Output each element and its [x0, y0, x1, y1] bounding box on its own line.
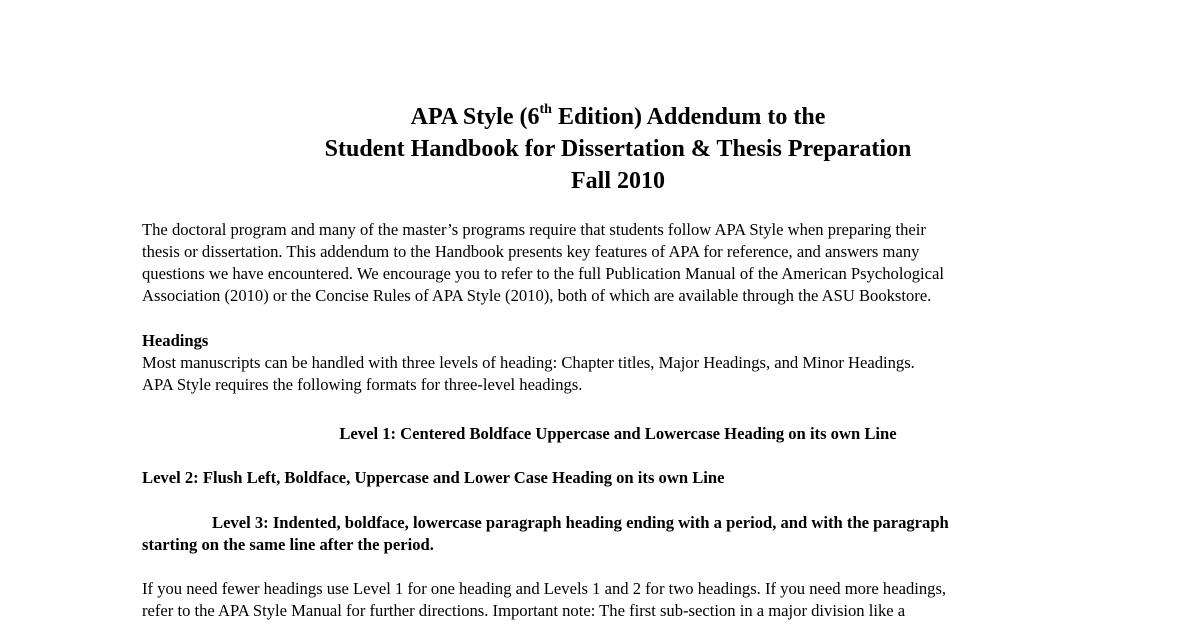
closing-paragraph: [142, 578, 1102, 622]
intro-line: The doctoral program and many of the master’s programs require that students follow APA Style when preparing their: [142, 220, 926, 239]
closing-line: refer to the APA Style Manual for further directions. Important note: The first sub-section in a major division like a: [142, 601, 906, 620]
title-superscript: th: [539, 102, 552, 117]
document-title: [0, 101, 1200, 197]
title-line-3: Fall 2010: [571, 168, 665, 194]
headings-body-line: Most manuscripts can be handled with three levels of heading: Chapter titles, Major Headings, and Minor Headings.: [142, 353, 915, 372]
headings-section-label: Headings: [142, 331, 209, 350]
title-line-1: APA Style (6th Edition) Addendum to the: [410, 102, 826, 130]
headings-body-line: APA Style requires the following formats for three-level headings.: [142, 375, 583, 394]
intro-line: thesis or dissertation. This addendum to the Handbook presents key features of APA for reference, and answers many: [142, 242, 920, 261]
intro-line: Association (2010) or the Concise Rules of APA Style (2010), both of which are available through the ASU Bookstore.: [142, 286, 932, 305]
headings-section-body: [142, 352, 1102, 396]
level-3-line-2: starting on the same line after the period.: [142, 535, 434, 554]
level-3-line-1: Level 3: Indented, boldface, lowercase paragraph heading ending with a period, and with the paragraph: [212, 513, 949, 532]
level-3-heading-example: [142, 512, 1102, 556]
level-2-heading-example: Level 2: Flush Left, Boldface, Uppercase and Lower Case Heading on its own Line: [142, 468, 725, 487]
intro-line: questions we have encountered. We encourage you to refer to the full Publication Manual of the American Psychological: [142, 264, 944, 283]
intro-paragraph: [142, 219, 1102, 307]
closing-line: If you need fewer headings use Level 1 for one heading and Levels 1 and 2 for two headings. If you need more headings,: [142, 579, 947, 598]
level-1-heading-example: Level 1: Centered Boldface Uppercase and Lowercase Heading on its own Line: [339, 424, 897, 443]
title-line-2: Student Handbook for Dissertation & Thesis Preparation: [324, 136, 912, 162]
